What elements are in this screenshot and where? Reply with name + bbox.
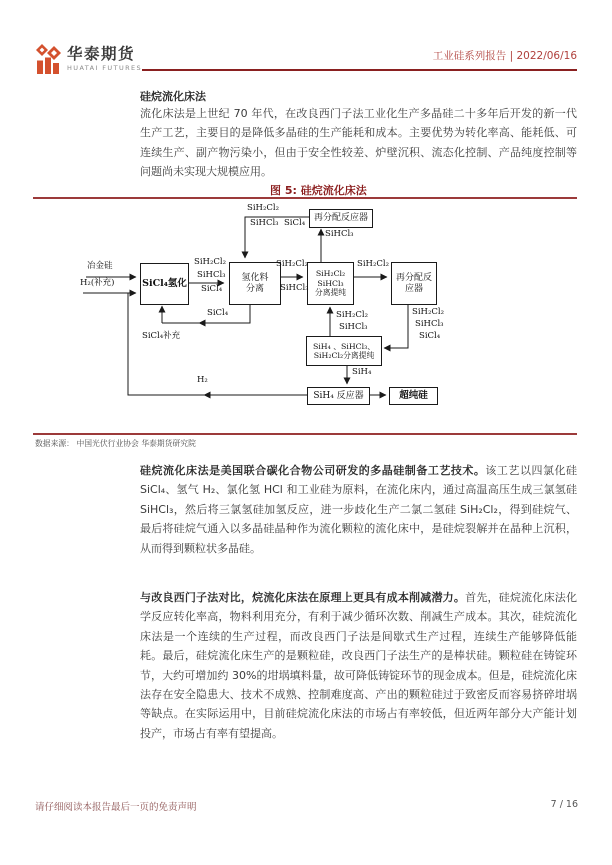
diagram-box-separation-purification bbox=[307, 262, 354, 305]
flow-label-sihcl3: SiHCl₃ bbox=[415, 319, 444, 329]
flow-label-sihcl3: SiHCl₃ bbox=[325, 229, 354, 239]
box-label: 超纯硅 bbox=[399, 390, 428, 402]
flow-label-sihcl3: SiHCl₃ bbox=[339, 322, 368, 332]
paragraph-3 bbox=[140, 588, 577, 743]
diagram-box-redistribution-reactor-right bbox=[391, 262, 437, 305]
figure-rule-top bbox=[33, 197, 577, 199]
footer-disclaimer: 请仔细阅读本报告最后一页的免责声明 bbox=[35, 802, 197, 813]
paragraph-3-lead: 与改良西门子法对比，烷流化床法在原理上更具有成本削减潜力。 bbox=[140, 591, 466, 604]
box-label: 分离提纯 bbox=[314, 288, 347, 298]
diagram-box-sicl4-hydrogenation bbox=[140, 263, 189, 305]
brand-name-en: HUATAI FUTURES bbox=[67, 64, 143, 72]
box-label: SiH₂Cl₂ bbox=[315, 269, 346, 279]
box-label: SiH₄ 、SiHCl₃、 bbox=[312, 341, 376, 351]
box-label: SiHCl₃ bbox=[317, 278, 344, 288]
flow-label-sicl4-makeup: SiCl₄补充 bbox=[142, 331, 181, 341]
report-series-label: 工业硅系列报告 | 2022/06/16 bbox=[432, 50, 577, 62]
paragraph-2 bbox=[140, 461, 577, 558]
paragraph-2-lead: 硅烷流化床法是美国联合碳化合物公司研发的多晶硅制备工艺技术。 bbox=[140, 464, 486, 477]
flow-label-sih2cl2: SiH₂Cl₂ bbox=[357, 259, 389, 269]
box-label: SiH₄ 反应器 bbox=[313, 390, 364, 401]
flow-label-metallurgical-silicon: 冶金硅 bbox=[87, 261, 113, 271]
paragraph-2-rest: 该工艺以四氯化硅 SiCl₄、氢气 H₂、氯化氢 HCl 和工业硅为原料，在流化床内，通过高温高压生成三氯氢硅 SiHCl₃，然后将三氯氢硅加氢反应，进一步歧化生产二氯二氢硅 SiH₂Cl₂，得到硅烷气、最后将硅烷气通入以多晶硅晶种作为流化颗粒的流化床中，是硅烷裂解并在晶种上沉积，从而得到颗粒状多晶硅。 bbox=[140, 464, 578, 555]
flow-label-h2-makeup: H₂(补充) bbox=[80, 278, 115, 288]
footer-page-number: 7 / 16 bbox=[550, 799, 578, 810]
header-rule bbox=[142, 69, 577, 71]
flow-label-sicl4: SiCl₄ bbox=[419, 331, 441, 341]
paragraph-1: 流化床法是上世纪 70 年代，在改良西门子法工业化生产多晶硅二十多年后开发的新一代生产工艺，主要目的是降低多晶硅的生产能耗和成本。主要优势为转化率高、能耗低、可连续生产、副产物污染小，但由于安全性较差、炉壁沉积、流态化控制、产品纯度控制等问题尚未实现大规模应用。 bbox=[140, 107, 577, 179]
flow-label-sihcl3: SiHCl₃ bbox=[197, 270, 226, 280]
diagram-flow-lines bbox=[0, 200, 612, 433]
huatai-logo-icon bbox=[35, 44, 62, 74]
box-label: 应器 bbox=[404, 283, 423, 294]
box-label: 再分配反 bbox=[395, 272, 432, 283]
diagram-box-redistribution-reactor-top bbox=[309, 209, 373, 228]
diagram-box-silane-separation-purification bbox=[306, 336, 382, 366]
flow-label-sihcl3: SiHCl₃ bbox=[280, 283, 309, 293]
flow-label-sih2cl2: SiH₂Cl₂ bbox=[194, 257, 226, 267]
diagram-box-sih4-reactor bbox=[307, 387, 370, 405]
diagram-box-hydride-separation bbox=[229, 262, 281, 305]
flow-label-sicl4-return: SiCl₄ bbox=[207, 308, 229, 318]
figure-data-source: 数据来源： 中国光伏行业协会 华泰期货研究院 bbox=[35, 439, 196, 448]
brand-name-cn: 华泰期货 bbox=[67, 45, 136, 63]
figure-title: 图 5: 硅烷流化床法 bbox=[270, 184, 367, 197]
paragraph-3-rest: 首先，硅烷流化床法化学反应转化率高，物料利用充分，有利于减少循环次数、削减生产成本。其次，硅烷流化床法是一个连续的生产过程，而改良西门子法是间歇式生产过程，连续生产能够降低能耗。最后，硅烷流化床生产的是颗粒硅，改良西门子法生产的是棒状硅。颗粒硅在铸锭环节，大约可增加约 30%的坩埚填料量，故可降低铸锭环节的现金成本。但是，硅烷流化床法存在安全隐患大、技术不成熟、控制难度高、产出的颗粒硅过于致密反而容易挤碎坩埚等缺点。在实际运用中，目前硅烷流化床法的市场占有率较低，但近两年部分大产能计划投产，市场占有率有望提高。 bbox=[140, 591, 578, 740]
flow-label-sihcl3-sicl4: SiHCl₃ SiCl₄ bbox=[250, 218, 306, 228]
flow-label-sih2cl2: SiH₂Cl₂ bbox=[247, 203, 279, 213]
process-flow-diagram bbox=[0, 200, 612, 433]
brand-logo bbox=[35, 44, 142, 74]
section-heading: 硅烷流化床法 bbox=[140, 90, 206, 103]
flow-label-sih2cl2: SiH₂Cl₂ bbox=[336, 310, 368, 320]
box-label: 再分配反应器 bbox=[313, 213, 368, 224]
box-label: 分离 bbox=[245, 283, 264, 294]
flow-label-sih2cl2: SiH₂Cl₂ bbox=[276, 259, 308, 269]
figure-rule-bottom bbox=[33, 433, 577, 435]
diagram-box-ultrapure-silicon bbox=[389, 387, 438, 405]
brand-text bbox=[67, 44, 142, 73]
flow-label-sih4: SiH₄ bbox=[352, 367, 372, 377]
box-label: SiCl₄氢化 bbox=[142, 278, 187, 290]
box-label: SiH₂Cl₂分离提纯 bbox=[313, 351, 375, 360]
flow-label-h2-recycle: H₂ bbox=[197, 375, 208, 385]
box-label: 氢化料 bbox=[241, 272, 269, 283]
flow-label-sih2cl2: SiH₂Cl₂ bbox=[412, 307, 444, 317]
flow-label-sicl4: SiCl₄ bbox=[201, 284, 223, 294]
